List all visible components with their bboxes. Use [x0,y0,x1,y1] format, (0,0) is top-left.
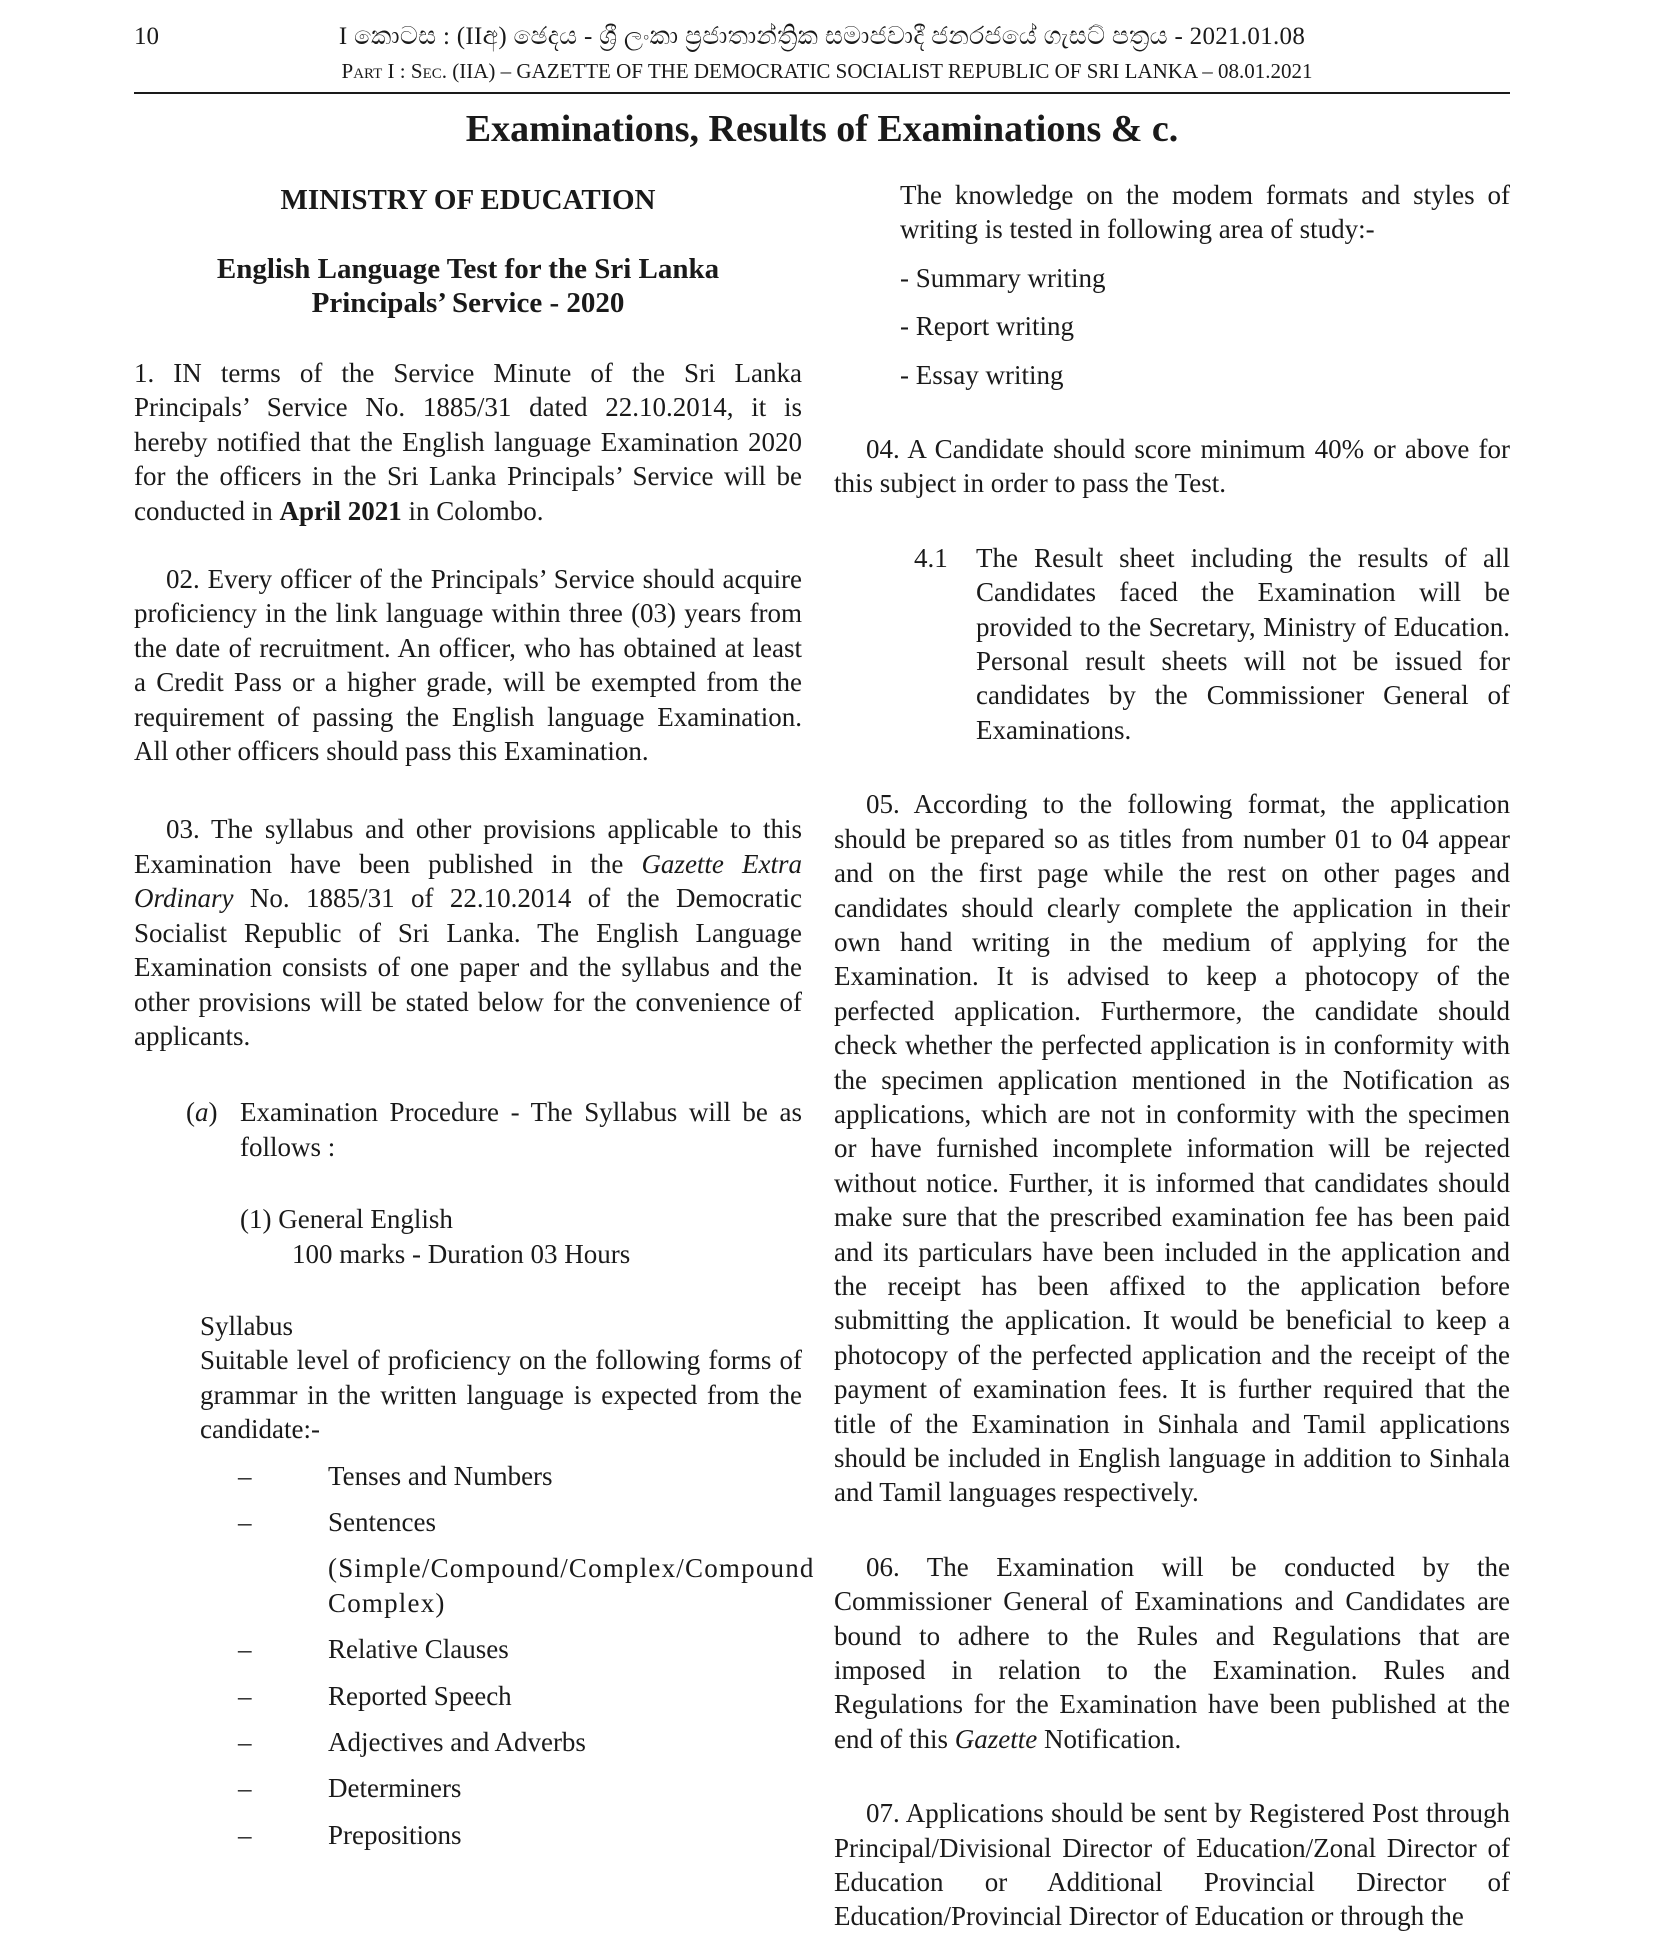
left-column [134,178,815,1852]
item-a-label: (a) [186,1097,218,1128]
header-english-line: Part I : Sec. (IIA) – GAZETTE OF THE DEMOCRATIC SOCIALIST REPUBLIC OF SRI LANKA – 08.01.2021 [341,59,1313,83]
paragraph-1 [134,356,802,528]
list-item-text: Adjectives and Adverbs [328,1727,586,1757]
test-title-line1: English Language Test for the Sri Lanka [216,253,720,285]
ministry-heading: MINISTRY OF EDUCATION [280,184,656,216]
list-item [134,1459,802,1493]
item-a-letter: a [195,1097,209,1128]
paragraph-5: 05. According to the following format, the application should be prepared so as titles from number 01 to 04 appear and on the first page while the rest on other pages and candidates should clearly complete the application in their own hand writing in the medium of applying for the Examination. It is advised to keep a photocopy of the perfected application. Furthermore, the candidate should check whether the perfected application is in conformity with the specimen application mentioned in the Notification as applications, which are not in conformity with the specimen or have furnished incomplete information will be rejected without notice. Further, it is informed that candidates should make sure that the prescribed examination fee has been paid and its particulars have been included in the application and the receipt has been affixed to the application before submitting the application. It would be beneficial to keep a photocopy of the perfected application and the receipt of the payment of examination fees. It is further required that the title of the Examination in Sinhala and Tamil applications should be included in English language in addition to Sinhala and Tamil languages respectively. [834,789,1510,1508]
paragraph-3-part-a: 03. The syllabus and other provisions applicable to this Examination have been published in the [134,814,802,879]
test-title [134,252,802,320]
paragraph-6-gazette: Gazette [954,1723,1038,1754]
list-item [134,1679,802,1713]
list-item-text: Determiners [328,1773,462,1804]
paragraph-2: 02. Every officer of the Principals’ Service should acquire proficiency in the link language within three (03) years from the date of recruitment. An officer, who has obtained at least a Credit Pass or a higher grade, will be exempted from the requirement of passing the English language Examination. All other officers should pass this Examination. [134,564,802,767]
paragraph-3-gazette-ref: Gazette Extra Ordinary [134,848,802,914]
list-item: - Summary writing [900,262,1106,293]
header-english-rest: (IIA) – GAZETTE OF THE DEMOCRATIC SOCIALIST REPUBLIC OF SRI LANKA – 08.01.2021 [452,59,1313,83]
list-item-text: Relative Clauses [328,1634,509,1665]
paragraph-6-part-a: 06. The Examination will be conducted by the Commissioner General of Examinations and Candidates are bound to adhere to the Rules and Regulations that are imposed in relation to the Examination. Rules and Regulations for the Examination have been published at the end of this [834,1551,1510,1754]
list-dash: – [238,1727,252,1757]
list-item: - Report writing [900,311,1074,342]
paragraph-3 [134,812,802,1053]
list-dash: – [238,1773,252,1804]
list-item: - Essay writing [900,359,1064,390]
sentences-sub-text: (Simple/Compound/Complex/Compound Complex) [328,1553,815,1618]
study-area-list [834,261,1510,392]
list-item [134,1771,802,1805]
list-item [134,1505,802,1539]
paragraph-7: 07. Applications should be sent by Registered Post through Principal/Divisional Director of Education/Zonal Director of Education or Additional Provincial Director of Education/Provincial Director of Education or through the [834,1798,1510,1932]
paragraph-6-part-b: Notification. [1037,1723,1182,1754]
general-english: (1) General English [240,1204,453,1235]
header-sec: Sec. [410,59,447,83]
paragraph-4-1-text: The Result sheet including the results of all Candidates faced the Examination will be provided to the Secretary, Ministry of Education. Personal result sheets will not be issued for candidates by the Commissioner General of Examinations. [976,542,1510,745]
item-a-text: Examination Procedure - The Syllabus will be as follows : [240,1097,802,1162]
list-item-text: Tenses and Numbers [328,1460,553,1491]
list-item [134,1818,802,1852]
item-a [134,1095,802,1164]
paragraph-6 [834,1550,1510,1756]
syllabus-text: Suitable level of proficiency on the following forms of grammar in the written language is expected from the candidate:- [200,1345,802,1445]
syllabus-block [134,1309,802,1447]
list-item-text: Prepositions [328,1819,462,1850]
header-sinhala-line: I කොටස : (IIඅ) ඡෙදය - ශ්‍රී ලංකා ප්‍රජාතාන්ත්‍රික සමාජවාදී ජනරජයේ ගැසට් පත්‍රය - 2021.01.08 [338,23,1306,50]
list-dash: – [238,1460,252,1491]
paragraph-1-date: April 2021 [279,495,402,526]
header-part: Part I [341,59,395,83]
paragraph-4: 04. A Candidate should score minimum 40% or above for this subject in order to pass the Test. [834,434,1510,499]
list-item-text: Reported Speech [328,1680,512,1711]
paragraph-3-part-b: No. 1885/31 of 22.10.2014 of the Democratic Socialist Republic of Sri Lanka. The English Language Examination consists of one paper and the syllabus and the other provisions will be stated below for the convenience of applicants. [134,883,802,1051]
paragraph-4-1 [834,541,1510,747]
paragraph-1-text: 1. IN terms of the Service Minute of the Sri Lanka Principals’ Service No. 1885/31 dated 22.10.2014, it is hereby notified that the English language Examination 2020 for the officers in the Sri Lanka Principals’ Service will be conducted in [134,358,802,526]
marks-duration: 100 marks - Duration 03 Hours [292,1238,631,1269]
list-dash: – [238,1680,252,1711]
grammar-list [134,1459,815,1853]
paragraph-4-1-number: 4.1 [914,542,948,573]
list-dash: – [238,1634,252,1665]
list-dash: – [238,1819,252,1850]
paragraph-1-end: in Colombo. [401,495,544,526]
study-area-intro: The knowledge on the modem formats and styles of writing is tested in following area of study:- [900,180,1510,245]
header-rule [134,92,1510,94]
list-dash: – [238,1506,252,1537]
list-item [134,1725,802,1759]
list-item-text: Sentences [328,1506,436,1537]
list-item [134,1632,802,1666]
right-column [834,178,1510,1934]
test-title-line2: Principals’ Service - 2020 [311,287,625,319]
section-title: Examinations, Results of Examinations & c. [465,108,1179,150]
syllabus-heading: Syllabus [200,1310,294,1341]
page-number: 10 [134,23,159,50]
